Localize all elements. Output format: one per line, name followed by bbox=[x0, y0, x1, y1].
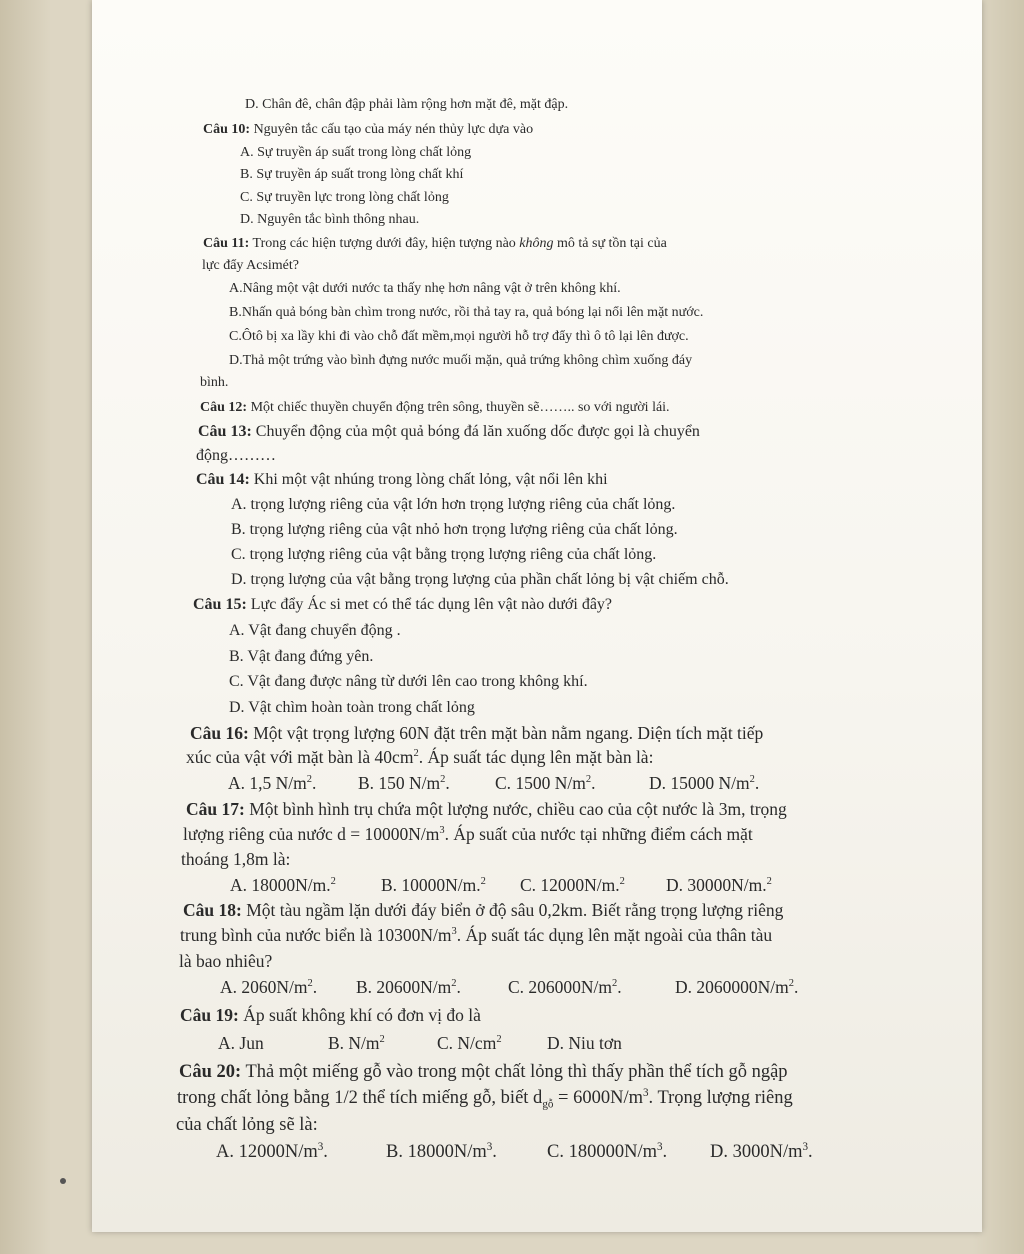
q15-option-b: B. Vật đang đứng yên. bbox=[229, 648, 374, 665]
ink-dot bbox=[60, 1178, 66, 1184]
q13-text: Chuyển động của một quả bóng đá lăn xuống dốc được gọi là chuyển bbox=[255, 423, 700, 440]
q19-option-b: B. $N/m^2$ bbox=[328, 1033, 385, 1053]
q20-text-d: . Trọng lượng riêng bbox=[648, 1088, 793, 1108]
q17-question bbox=[186, 801, 787, 819]
q11-text-emphasis: không bbox=[519, 236, 554, 251]
q19-option-c: C. $N/cm^2$ bbox=[437, 1033, 502, 1053]
q20-text-a: Thả một miếng gỗ vào trong một chất lỏng thì thấy phần thể tích gỗ ngập bbox=[245, 1062, 788, 1082]
q16-text-b-sup: 2 bbox=[413, 748, 419, 760]
q17-option-a: A. 18000N/m.$^2$ bbox=[230, 875, 336, 895]
q17-text-b-sup: 3 bbox=[439, 825, 445, 837]
q10-option-c: C. Sự truyền lực trong lòng chất lỏng bbox=[240, 190, 449, 205]
q11-option-a: A.Nâng một vật dưới nước ta thấy nhẹ hơn nâng vật ở trên không khí. bbox=[229, 281, 621, 296]
q20-text-c-sup: 3 bbox=[642, 1086, 649, 1099]
q12-label: Câu 12: bbox=[200, 400, 248, 415]
q13-question bbox=[198, 424, 700, 440]
q11-option-b: B.Nhấn quả bóng bàn chìm trong nước, rồi thả tay ra, quả bóng lại nổi lên mặt nước. bbox=[229, 305, 704, 320]
q14-option-a: A. trọng lượng riêng của vật lớn hơn trọng lượng riêng của chất lỏng. bbox=[231, 496, 676, 513]
q20-text-b-sub: gỗ bbox=[542, 1098, 554, 1111]
q20-text-e: của chất lỏng sẽ là: bbox=[176, 1115, 318, 1135]
q18-question bbox=[183, 902, 783, 920]
q18-text-b-sup: 3 bbox=[451, 926, 457, 938]
q20-text-b: trong chất lỏng bằng 1/2 thể tích miếng gỗ, biết d bbox=[177, 1088, 543, 1108]
q17-text-d: thoáng 1,8m là: bbox=[181, 849, 291, 869]
q16-option-d: D. 15000 $N/m^2$. bbox=[649, 773, 760, 793]
q19-text: Áp suất không khí có đơn vị đo là bbox=[243, 1005, 481, 1025]
q10-question bbox=[203, 123, 533, 137]
q20-option-b: B. $18000N/m^3$. bbox=[386, 1140, 497, 1162]
q11-text-a: Trong các hiện tượng dưới đây, hiện tượng nào bbox=[252, 236, 516, 251]
q17-text-c: . Áp suất của nước tại những điểm cách mặt bbox=[444, 824, 753, 844]
q17-option-d: D. 30000N/m.$^2$ bbox=[666, 875, 772, 895]
q18-option-a: A. $2060N/m^2$. bbox=[220, 977, 318, 997]
q18-option-c: C. $206000N/m^2$. bbox=[508, 977, 622, 997]
q10-option-a: A. Sự truyền áp suất trong lòng chất lỏng bbox=[240, 145, 472, 160]
q14-text: Khi một vật nhúng trong lòng chất lỏng, vật nổi lên khi bbox=[253, 471, 608, 488]
q19-question bbox=[180, 1007, 481, 1025]
q17-text-b: lượng riêng của nước d = 10000N/m bbox=[183, 824, 440, 844]
q20-label: Câu 20: bbox=[179, 1062, 242, 1082]
q11-option-d-cont: bình. bbox=[200, 375, 229, 390]
q11-question bbox=[203, 237, 667, 251]
q14-option-b: B. trọng lượng riêng của vật nhỏ hơn trọng lượng riêng của chất lỏng. bbox=[231, 521, 678, 538]
q9-option-d: D. Chân đê, chân đập phải làm rộng hơn mặt đê, mặt đập. bbox=[245, 97, 569, 112]
q13-label: Câu 13: bbox=[198, 423, 252, 440]
q17-label: Câu 17: bbox=[186, 799, 245, 819]
q16-option-b: B. 150 $N/m^2$. bbox=[358, 773, 450, 793]
q14-label: Câu 14: bbox=[196, 471, 250, 488]
q15-label: Câu 15: bbox=[193, 596, 247, 613]
q20-text-c: = 6000N/m bbox=[553, 1088, 643, 1108]
q13-cont: động……… bbox=[196, 447, 276, 464]
q19-label: Câu 19: bbox=[180, 1005, 239, 1025]
q10-option-b: B. Sự truyền áp suất trong lòng chất khí bbox=[240, 167, 464, 182]
q17-text-a: Một bình hình trụ chứa một lượng nước, chiều cao của cột nước là 3m, trọng bbox=[249, 799, 787, 819]
q15-question bbox=[193, 597, 612, 613]
q18-text-b: trung bình của nước biển là 10300N/m bbox=[180, 925, 452, 945]
q10-option-d: D. Nguyên tắc bình thông nhau. bbox=[240, 212, 420, 227]
q11-label: Câu 11: bbox=[203, 236, 250, 251]
q16-text-c: . Áp suất tác dụng lên mặt bàn là: bbox=[418, 747, 654, 767]
q20-option-c: C. $180000N/m^3$. bbox=[547, 1140, 668, 1162]
q11-option-d: D.Thả một trứng vào bình đựng nước muối mặn, quả trứng không chìm xuống đáy bbox=[229, 353, 693, 368]
q20-option-a: A. $12000N/m^3$. bbox=[216, 1140, 328, 1162]
q16-text-b: xúc của vật với mặt bàn là 40cm bbox=[186, 747, 414, 767]
q14-question bbox=[196, 472, 608, 488]
q11-option-c: C.Ôtô bị xa lầy khi đi vào chỗ đất mềm,mọi người hỗ trợ đẩy thì ô tô lại lên được. bbox=[229, 329, 689, 344]
q17-option-c: C. 12000N/m.$^2$ bbox=[520, 875, 625, 895]
q18-option-b: B. $20600N/m^2$. bbox=[356, 977, 461, 997]
q16-option-c: C. 1500 $N/m^2$. bbox=[495, 773, 596, 793]
q14-option-d: D. trọng lượng của vật bằng trọng lượng của phần chất lỏng bị vật chiếm chỗ. bbox=[231, 571, 729, 588]
q20-text-line2 bbox=[177, 1086, 793, 1111]
q11-text-b: mô tả sự tồn tại của bbox=[557, 236, 667, 251]
q10-text: Nguyên tắc cấu tạo của máy nén thủy lực dựa vào bbox=[253, 122, 534, 137]
q16-option-a: A. 1,5 $N/m^2$. bbox=[228, 773, 317, 793]
q14-option-c: C. trọng lượng riêng của vật bằng trọng lượng riêng của chất lỏng. bbox=[231, 546, 657, 563]
q18-label: Câu 18: bbox=[183, 900, 242, 920]
q19-option-a: A. Jun bbox=[218, 1033, 264, 1053]
q16-label: Câu 16: bbox=[190, 723, 249, 743]
q15-option-a: A. Vật đang chuyển động . bbox=[229, 622, 401, 639]
q15-option-c: C. Vật đang được nâng từ dưới lên cao trong không khí. bbox=[229, 673, 588, 690]
q16-question bbox=[190, 725, 763, 743]
q18-text-d: là bao nhiêu? bbox=[179, 951, 273, 971]
q19-option-d: D. Niu tơn bbox=[547, 1033, 622, 1053]
q15-text: Lực đẩy Ác si met có thể tác dụng lên vật nào dưới đây? bbox=[250, 596, 613, 613]
q10-label: Câu 10: bbox=[203, 122, 251, 137]
q18-option-d: D. $2060000N/m^2$. bbox=[675, 977, 799, 997]
q18-text-a: Một tàu ngầm lặn dưới đáy biển ở độ sâu 0,2km. Biết rằng trọng lượng riêng bbox=[246, 900, 784, 920]
q18-text-line2 bbox=[180, 927, 772, 945]
q18-text-c: . Áp suất tác dụng lên mặt ngoài của thân tàu bbox=[456, 925, 773, 945]
q16-text-line2 bbox=[186, 749, 653, 767]
q20-question bbox=[179, 1063, 788, 1082]
q11-text-c: lực đẩy Acsimét? bbox=[202, 258, 300, 273]
q17-text-line2 bbox=[183, 826, 753, 844]
q16-text-a: Một vật trọng lượng 60N đặt trên mặt bàn nằm ngang. Diện tích mặt tiếp bbox=[253, 723, 764, 743]
q17-option-b: B. 10000N/m.$^2$ bbox=[381, 875, 486, 895]
q15-option-d: D. Vật chìm hoàn toàn trong chất lỏng bbox=[229, 699, 475, 716]
q12-text: Một chiếc thuyền chuyển động trên sông, thuyền sẽ…….. so với người lái. bbox=[250, 400, 670, 415]
q12-question bbox=[200, 401, 670, 415]
q20-option-d: D. $3000N/m^3$. bbox=[710, 1140, 813, 1162]
